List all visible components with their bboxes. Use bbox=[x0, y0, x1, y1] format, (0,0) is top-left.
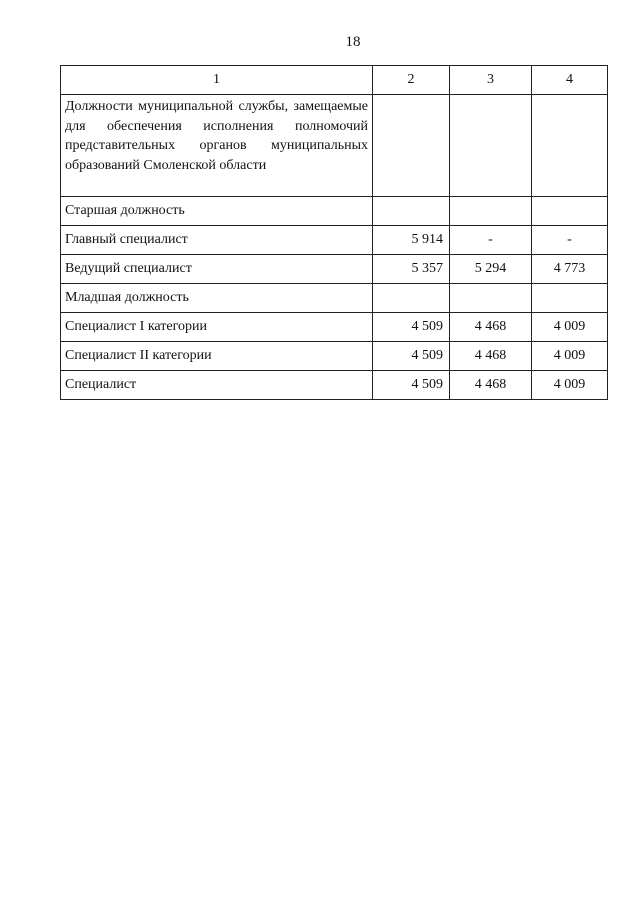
table-cell bbox=[373, 95, 450, 197]
table-cell: 4 509 bbox=[373, 371, 450, 400]
table-row bbox=[61, 371, 608, 400]
table-row bbox=[61, 313, 608, 342]
table-cell bbox=[532, 284, 608, 313]
table-cell: 4 468 bbox=[450, 371, 532, 400]
table-cell: 4 468 bbox=[450, 313, 532, 342]
table-cell: 4 773 bbox=[532, 255, 608, 284]
table-cell: 4 009 bbox=[532, 313, 608, 342]
position-label: Специалист II категории bbox=[61, 342, 373, 371]
table-cell bbox=[450, 197, 532, 226]
page-number: 18 bbox=[345, 34, 361, 50]
table-cell bbox=[532, 95, 608, 197]
position-label: Ведущий специалист bbox=[61, 255, 373, 284]
table-cell: 4 509 bbox=[373, 342, 450, 371]
position-label: Специалист I категории bbox=[61, 313, 373, 342]
column-header: 2 bbox=[373, 66, 450, 95]
table-row bbox=[61, 226, 608, 255]
table-cell: - bbox=[532, 226, 608, 255]
table-cell: 4 468 bbox=[450, 342, 532, 371]
table-cell: 4 509 bbox=[373, 313, 450, 342]
table-row bbox=[61, 197, 608, 226]
table-cell: 5 914 bbox=[373, 226, 450, 255]
position-label: Младшая должность bbox=[61, 284, 373, 313]
table-row bbox=[61, 342, 608, 371]
table-cell bbox=[532, 197, 608, 226]
table-cell bbox=[450, 95, 532, 197]
table-cell: 4 009 bbox=[532, 371, 608, 400]
table-cell bbox=[373, 284, 450, 313]
table-cell bbox=[450, 284, 532, 313]
table-cell: 4 009 bbox=[532, 342, 608, 371]
table-cell: 5 294 bbox=[450, 255, 532, 284]
table-cell: 5 357 bbox=[373, 255, 450, 284]
position-label: Старшая должность bbox=[61, 197, 373, 226]
position-label: Главный специалист bbox=[61, 226, 373, 255]
table-cell bbox=[373, 197, 450, 226]
column-header: 3 bbox=[450, 66, 532, 95]
table-row bbox=[61, 284, 608, 313]
table-row bbox=[61, 255, 608, 284]
salary-table bbox=[60, 65, 608, 400]
table-header-row bbox=[61, 66, 608, 95]
table-cell: - bbox=[450, 226, 532, 255]
position-label: Специалист bbox=[61, 371, 373, 400]
group-title: Должности муниципальной службы, замещаемые для обеспечения исполнения полномочий представительных органов муниципальных образований Смоленской области bbox=[61, 95, 373, 197]
column-header: 1 bbox=[61, 66, 373, 95]
column-header: 4 bbox=[532, 66, 608, 95]
table-group-row bbox=[61, 95, 608, 197]
